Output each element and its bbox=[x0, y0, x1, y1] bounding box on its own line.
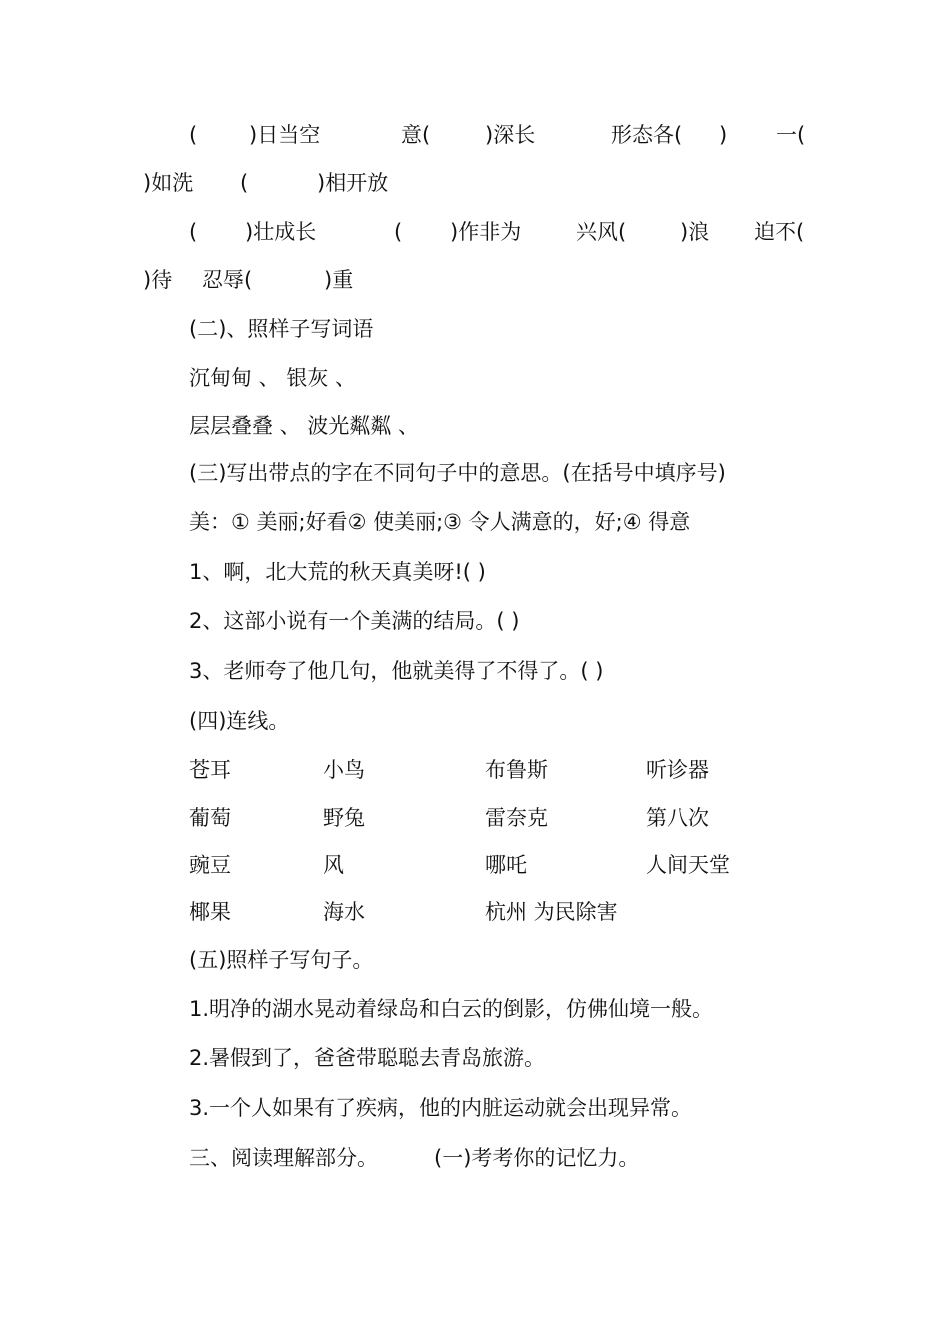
idiom-fragment: ( bbox=[394, 220, 403, 244]
match-cell: 哪吒 bbox=[485, 853, 527, 877]
section-2-title: (二)、照样子写词语 bbox=[189, 317, 374, 341]
match-cell: 第八次 bbox=[646, 806, 709, 830]
idiom-fragment: ( bbox=[240, 171, 249, 195]
part-3-title: 三、阅读理解部分。 bbox=[189, 1146, 378, 1170]
sentence-3: 3.一个人如果有了疾病，他的内脏运动就会出现异常。 bbox=[189, 1096, 693, 1120]
idiom-fragment: ) bbox=[719, 123, 728, 147]
idiom-fragment: 迫不( bbox=[754, 220, 805, 244]
match-cell: 小鸟 bbox=[323, 758, 365, 782]
idiom-fragment: ( bbox=[189, 220, 198, 244]
idiom-fragment: ( bbox=[189, 123, 198, 147]
match-cell: 葡萄 bbox=[189, 806, 231, 830]
idiom-fragment: )作非为 bbox=[450, 220, 522, 244]
sentence-1: 1.明净的湖水晃动着绿岛和白云的倒影，仿佛仙境一般。 bbox=[189, 997, 714, 1021]
match-cell: 椰果 bbox=[189, 900, 231, 924]
match-cell: 布鲁斯 bbox=[485, 758, 548, 782]
idiom-fragment: 忍辱( bbox=[202, 268, 253, 292]
section-5-title: (五)照样子写句子。 bbox=[189, 948, 374, 972]
word-example-1: 沉甸甸 、 银灰 、 bbox=[189, 366, 357, 390]
match-cell: 雷奈克 bbox=[485, 806, 548, 830]
idiom-fragment: 一( bbox=[776, 123, 806, 147]
idiom-fragment: 意( bbox=[401, 123, 431, 147]
idiom-fragment: )深长 bbox=[485, 123, 536, 147]
idiom-fragment: 形态各( bbox=[611, 123, 683, 147]
match-cell: 杭州 为民除害 bbox=[485, 900, 618, 924]
match-cell: 听诊器 bbox=[646, 758, 709, 782]
idiom-fragment: )相开放 bbox=[317, 171, 389, 195]
match-cell: 苍耳 bbox=[189, 758, 231, 782]
match-cell: 野兔 bbox=[323, 806, 365, 830]
match-cell: 海水 bbox=[323, 900, 365, 924]
match-cell: 风 bbox=[323, 853, 344, 877]
idiom-fragment: )日当空 bbox=[249, 123, 321, 147]
meaning-question-2: 2、这部小说有一个美满的结局。( ) bbox=[189, 609, 520, 633]
idiom-fragment: )壮成长 bbox=[245, 220, 317, 244]
word-example-2: 层层叠叠 、 波光粼粼 、 bbox=[189, 414, 420, 438]
part-3-subtitle: (一)考考你的记忆力。 bbox=[434, 1146, 640, 1170]
match-cell: 豌豆 bbox=[189, 853, 231, 877]
word-meanings: 美：① 美丽;好看② 使美丽;③ 令人满意的，好;④ 得意 bbox=[189, 510, 691, 534]
meaning-question-3: 3、老师夸了他几句，他就美得了不得了。( ) bbox=[189, 659, 604, 683]
idiom-fragment: )重 bbox=[324, 268, 354, 292]
section-3-title: (三)写出带点的字在不同句子中的意思。(在括号中填序号) bbox=[189, 461, 726, 485]
idiom-fragment: )浪 bbox=[680, 220, 710, 244]
idiom-fragment: )如洗 bbox=[143, 171, 194, 195]
idiom-fragment: )待 bbox=[143, 268, 173, 292]
meaning-question-1: 1、啊，北大荒的秋天真美呀!( ) bbox=[189, 560, 486, 584]
match-cell: 人间天堂 bbox=[646, 853, 730, 877]
section-4-title: (四)连线。 bbox=[189, 709, 290, 733]
idiom-fragment: 兴风( bbox=[576, 220, 627, 244]
sentence-2: 2.暑假到了，爸爸带聪聪去青岛旅游。 bbox=[189, 1046, 546, 1070]
